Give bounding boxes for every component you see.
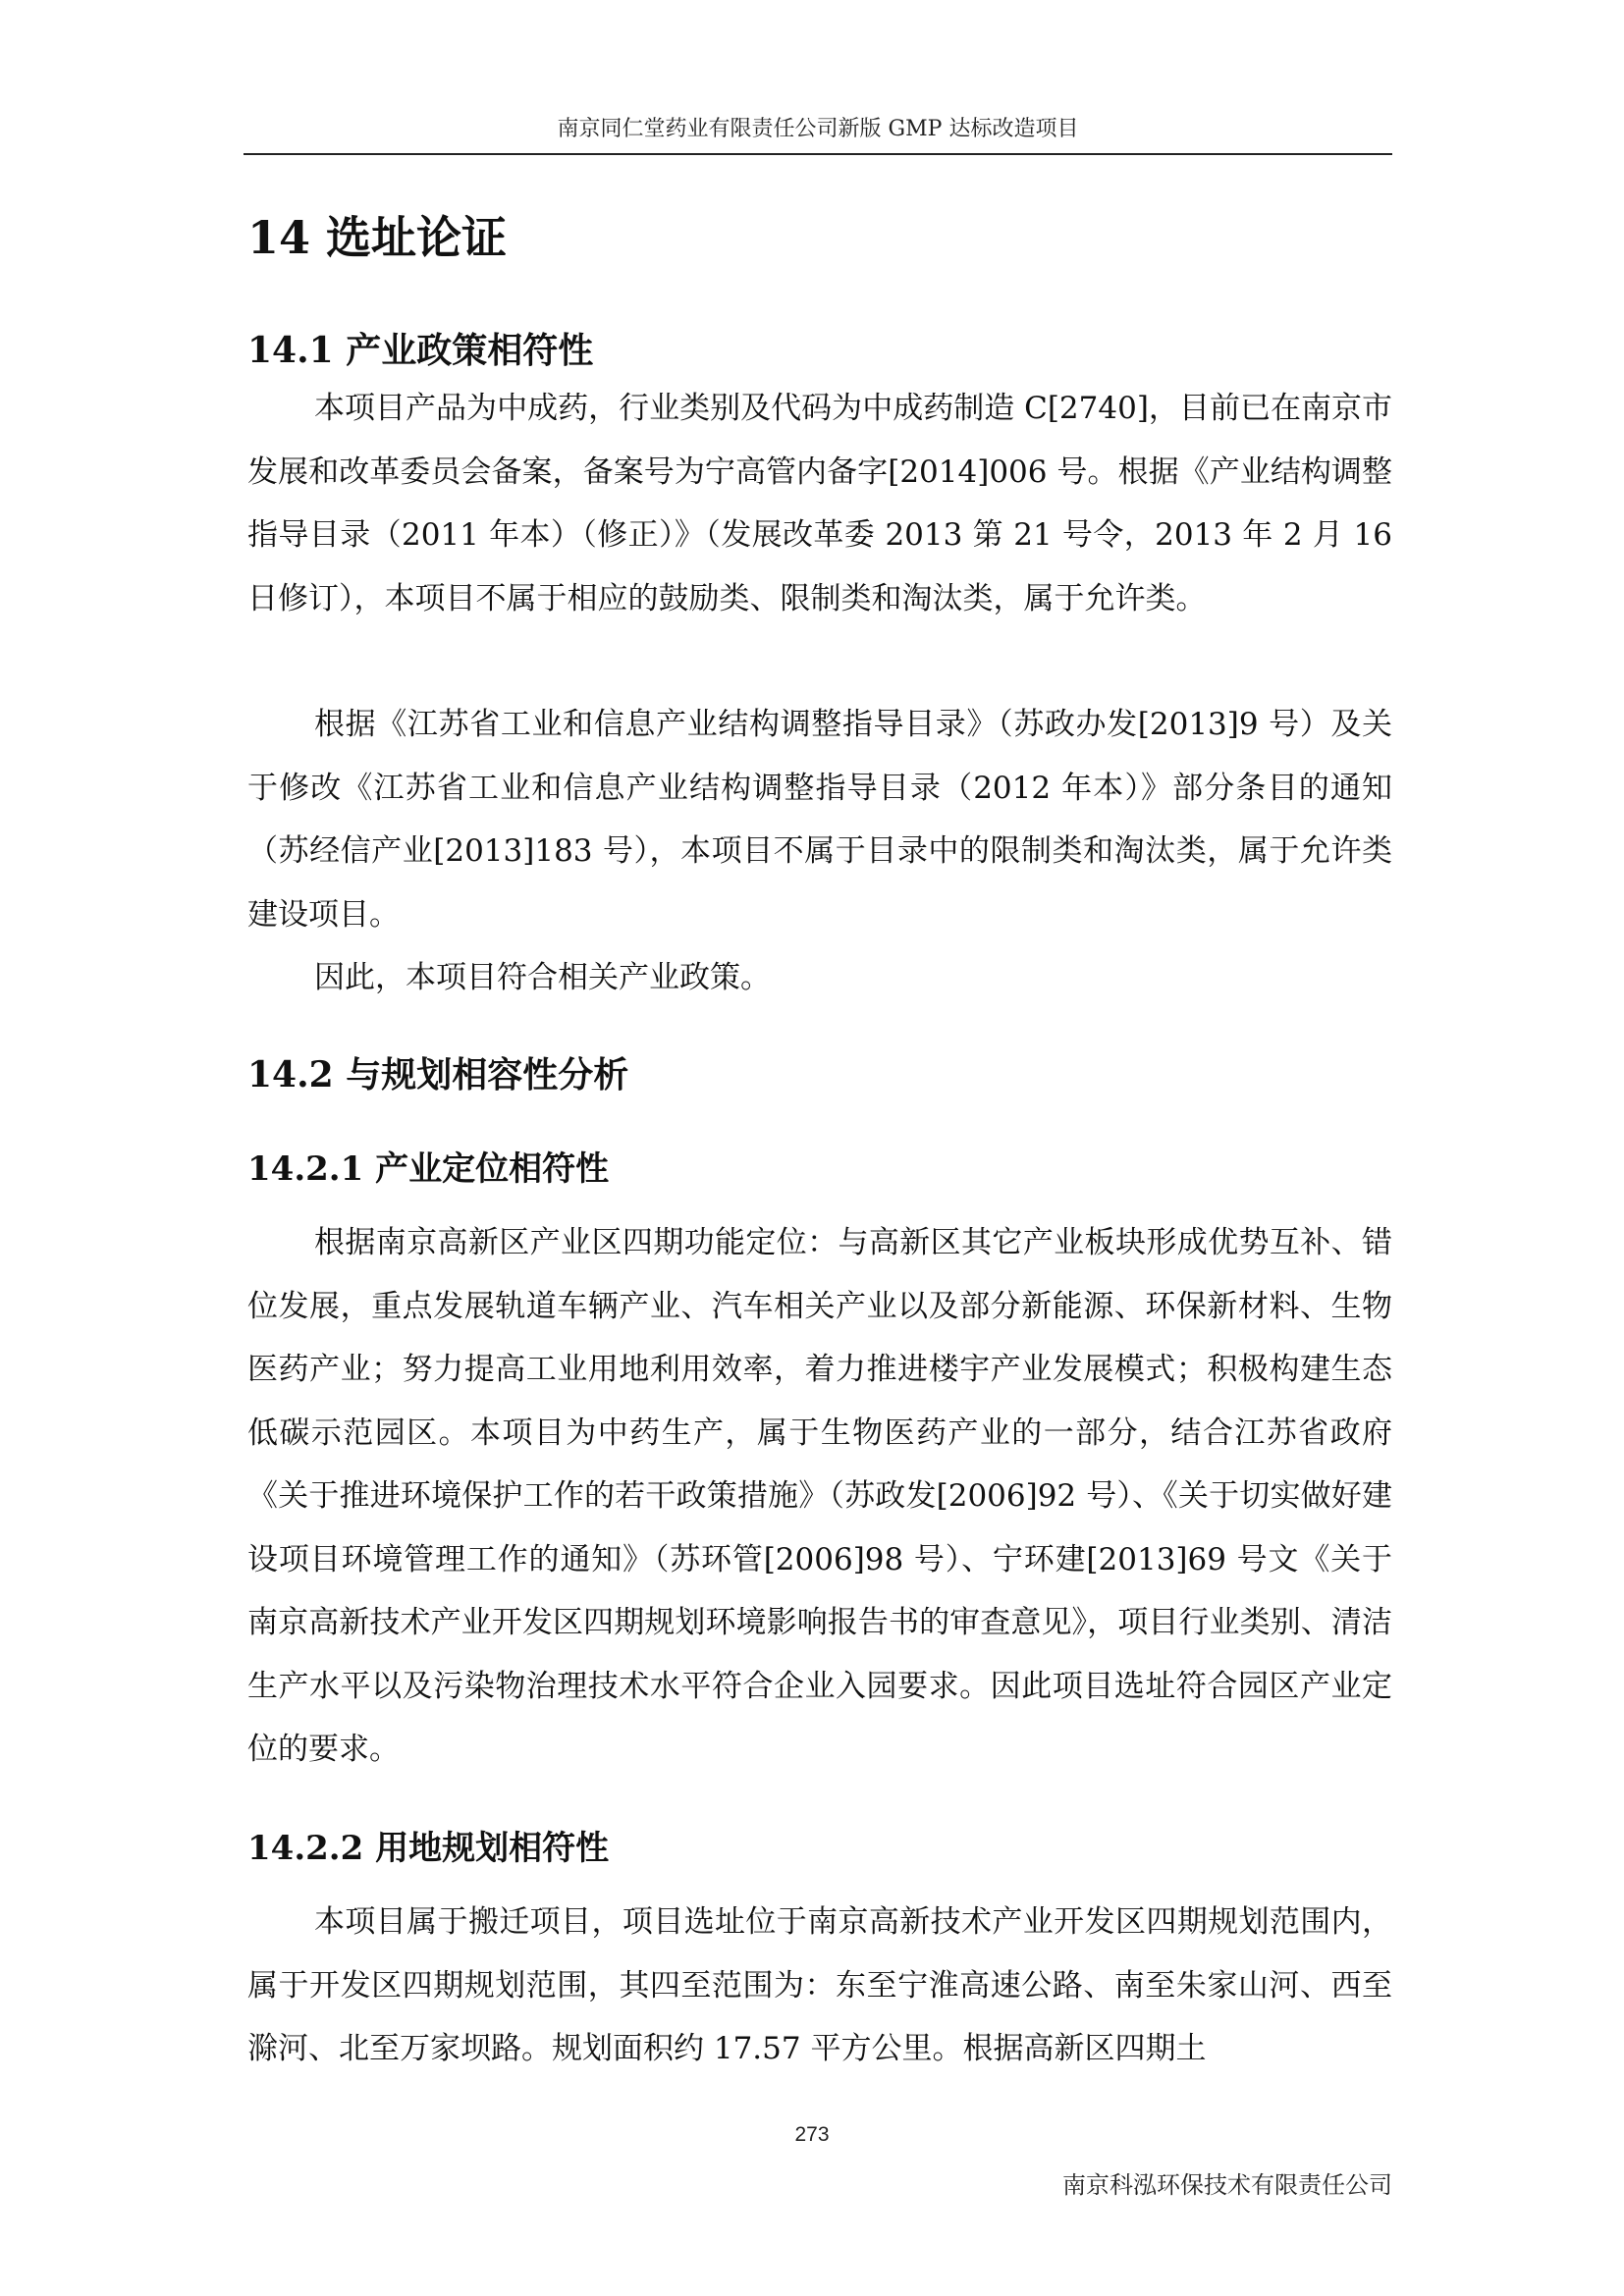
chapter-title: 14 选址论证 bbox=[247, 211, 508, 264]
paragraph: 因此，本项目符合相关产业政策。 bbox=[314, 960, 771, 995]
page-header: 南京同仁堂药业有限责任公司新版 GMP 达标改造项目 bbox=[244, 110, 1392, 155]
subsection-title-14-2-1: 14.2.1 产业定位相符性 bbox=[247, 1149, 610, 1189]
paragraph: 根据《江苏省工业和信息产业结构调整指导目录》（苏政办发[2013]9 号）及关于修改《江苏省工业和信息产业结构调整指导目录（2012 年本）》部分条目的通知（苏经信产业[2013]183 号），本项目不属于目录中的限制类和淘汰类，属于允许类建设项目。 bbox=[247, 707, 1392, 933]
section-title-14-2: 14.2 与规划相容性分析 bbox=[247, 1054, 629, 1095]
paragraph: 本项目产品为中成药，行业类别及代码为中成药制造 C[2740]，目前已在南京市发展和改革委员会备案，备案号为宁高管内备字[2014]006 号。根据《产业结构调整指导目录（2011 年本）（修正）》（发展改革委 2013 第 21 号令，2013 年 2 月 16 日修订），本项目不属于相应的鼓励类、限制类和淘汰类，属于允许类。 bbox=[247, 391, 1392, 616]
section-title-14-1: 14.1 产业政策相符性 bbox=[247, 330, 594, 371]
page-number: 273 bbox=[794, 2123, 830, 2146]
paragraph: 本项目属于搬迁项目，项目选址位于南京高新技术产业开发区四期规划范围内，属于开发区四期规划范围，其四至范围为：东至宁淮高速公路、南至朱家山河、西至滁河、北至万家坝路。规划面积约 17.57 平方公里。根据高新区四期土 bbox=[247, 1904, 1392, 2066]
subsection-title-14-2-2: 14.2.2 用地规划相符性 bbox=[247, 1829, 610, 1868]
footer-company: 南京科泓环保技术有限责任公司 bbox=[1062, 2171, 1392, 2199]
paragraph: 根据南京高新区产业区四期功能定位：与高新区其它产业板块形成优势互补、错位发展，重点发展轨道车辆产业、汽车相关产业以及部分新能源、环保新材料、生物医药产业；努力提高工业用地利用效率，着力推进楼宇产业发展模式；积极构建生态低碳示范园区。本项目为中药生产，属于生物医药产业的一部分，结合江苏省政府《关于推进环境保护工作的若干政策措施》（苏政发[2006]92 号）、《关于切实做好建设项目环境管理工作的通知》（苏环管[2006]98 号）、宁环建[2013]69 号文《关于南京高新技术产业开发区四期规划环境影响报告书的审查意见》，项目行业类别、清洁生产水平以及污染物治理技术水平符合企业入园要求。因此项目选址符合园区产业定位的要求。 bbox=[247, 1225, 1392, 1767]
